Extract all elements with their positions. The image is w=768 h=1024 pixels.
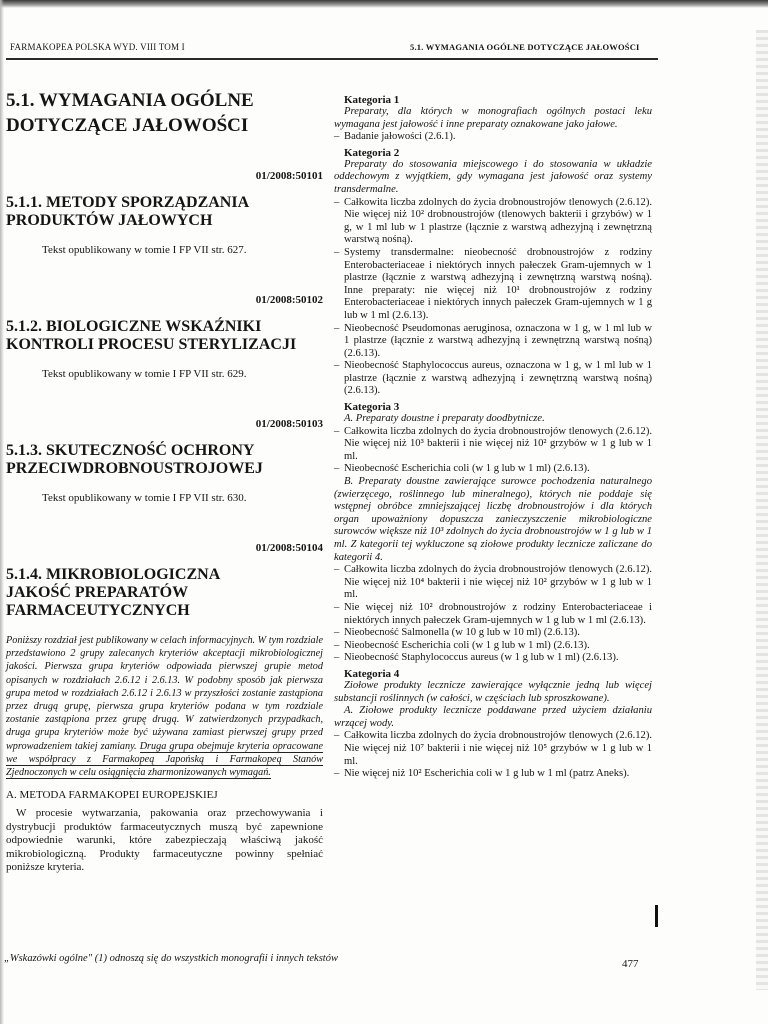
requirement-item: – Nieobecność Escherichia coli (w 1 g lub w 1 ml) (2.6.13). [334,640,652,653]
section-title: 5.1.1. METODY SPORZĄDZANIA PRODUKTÓW JAŁOWYCH [6,194,249,229]
category-subheading: A. Ziołowe produkty lecznicze poddawane przed użyciem działaniu wrzącej wody. [334,705,652,729]
category-label: Kategoria 3 [344,401,400,414]
running-header-right: 5.1. WYMAGANIA OGÓLNE DOTYCZĄCE JAŁOWOŚCI [410,42,640,52]
requirement-item: – Nie więcej niż 10² Escherichia coli w 1 g lub w 1 ml (patrz Aneks). [334,768,652,781]
requirement-item: – Badanie jałowości (2.6.1). [334,131,652,144]
footer-note: „Wskazówki ogólne" (1) odnoszą się do wszystkich monografii i innych tekstów [4,953,338,964]
category-description: Preparaty, dla których w monografiach ogólnych postaci leku wymagana jest jałowość i inne preparaty oznakowane jako jałowe. [334,106,652,130]
section-code: 01/2008:50101 [255,170,323,182]
left-column [6,80,323,875]
scan-edge-right [756,30,768,990]
category-label: Kategoria 2 [344,146,400,159]
right-column [334,94,652,781]
section-intro [6,634,323,779]
requirement-item: – Całkowita liczba zdolnych do życia drobnoustrojów tlenowych (2.6.12). Nie więcej niż 10³ bakterii i nie więcej niż 10² grzybów w 1 g lub w 1 ml. [334,426,652,464]
requirement-item: – Nieobecność Salmonella (w 10 g lub w 10 ml) (2.6.13). [334,627,652,640]
section-title: 5.1.2. BIOLOGICZNE WSKAŹNIKI KONTROLI PROCESU STERYLIZACJI [6,318,297,353]
requirement-item: – Nie więcej niż 10² drobnoustrojów z rodziny Enterobacteriaceae i niektórych innych pałeczek Gram-ujemnych w 1 g lub w 1 ml (2.6.13). [334,602,652,627]
requirement-list [334,131,652,144]
requirement-list [334,564,652,665]
category-description: Ziołowe produkty lecznicze zawierające wyłącznie jedną lub więcej substancji roślinnych (w całości, w częściach lub sproszkowane). [334,679,652,704]
category-subheading: A. Preparaty doustne i preparaty doodbytnicze. [344,413,545,425]
section-code: 01/2008:50104 [255,542,323,554]
section-title: 5.1.3. SKUTECZNOŚĆ OCHRONY PRZECIWDROBNOUSTROJOWEJ [6,442,263,477]
chapter-title: 5.1. WYMAGANIA OGÓLNE DOTYCZĄCE JAŁOWOŚCI [6,90,254,136]
intro-text: Poniższy rozdział jest publikowany w celach informacyjnych. W tym rozdziale przedstawiono 2 grupy zalecanych kryteriów akceptacji mikrobiologicznej jakości. Pierwsza grupa kryteriów odpowiada pierwszej grupie metod opisanych w rozdziałach 2.6.12 i 2.6.13. W podobny sposób jak pierwsza grupa metod w rozdziałach 2.6.12 i 2.6.13 w przyszłości zostanie zastąpiona przez drugą grupę, pierwsza grupa kryteriów podana w tym rozdziale zostanie zastąpiona przez grupę drugą. W zatwierdzonych przypadkach, druga grupa kryteriów może być używana zamiast pierwszej grupy przed wprowadzeniem takiej zamiany. [6,635,323,752]
requirement-list [334,426,652,476]
header-rule [6,58,658,60]
running-header-left: FARMAKOPEA POLSKA WYD. VIII TOM I [10,42,185,52]
section-note: Tekst opublikowany w tomie I FP VII str. 630. [42,492,247,504]
method-text: W procesie wytwarzania, pakowania oraz przechowywania i dystrybucji produktów farmaceutycznych muszą być zapewnione odpowiednie warunki, które zabezpieczają właściwą jakość mikrobiologiczną. Produkty farmaceutyczne powinny spełniać poniższe kryteria. [6,807,323,874]
method-heading: A. METODA FARMAKOPEI EUROPEJSKIEJ [6,789,218,802]
requirement-item: – Całkowita liczba zdolnych do życia drobnoustrojów tlenowych (2.6.12). Nie więcej niż 10⁴ bakterii i nie więcej niż 10² grzybów w 1 g lub w 1 ml. [334,564,652,602]
requirement-item: – Nieobecność Staphylococcus aureus, oznaczona w 1 g, w 1 ml lub w 1 plastrze (łącznie z warstwą adhezyjną i zewnętrzną warstwą nośną) (2.6.13). [334,360,652,398]
margin-bar [655,905,658,927]
page-number: 477 [622,958,639,970]
requirement-list [334,730,652,780]
requirement-item: – Nieobecność Escherichia coli (w 1 g lub w 1 ml) (2.6.13). [334,463,652,476]
category-description: Preparaty do stosowania miejscowego i do stosowania w układzie oddechowym z wyjątkiem, gdy wymagana jest jałowość oraz systemy transdermalne. [334,158,652,195]
section-code: 01/2008:50102 [255,294,323,306]
requirement-item: – Nieobecność Pseudomonas aeruginosa, oznaczona w 1 g, w 1 ml lub w 1 plastrze (łącznie z warstwą adhezyjną i zewnętrzną warstwą nośną) (2.6.13). [334,323,652,361]
section-note: Tekst opublikowany w tomie I FP VII str. 629. [42,368,247,380]
section-title: 5.1.4. MIKROBIOLOGICZNA JAKOŚĆ PREPARATÓW FARMACEUTYCZNYCH [6,566,220,619]
requirement-item: – Całkowita liczba zdolnych do życia drobnoustrojów tlenowych (2.6.12). Nie więcej niż 10⁷ bakterii i nie więcej niż 10⁵ grzybów w 1 g lub w 1 ml. [334,730,652,768]
category-subheading: B. Preparaty doustne zawierające surowce pochodzenia naturalnego (zwierzęcego, roślinnego lub mineralnego), których nie poddaje się wstępnej obróbce zmniejszającej liczbę drobnoustrojów i dla których organ upoważniony dopuszcza zanieczyszczenie mikrobiologiczne surowców większe niż 10³ zdolnych do życia drobnoustrojów w 1 g lub w 1 ml. Z kategorii tej wykluczone są ziołowe produkty lecznicze zaliczane do kategorii 4. [334,476,652,563]
section-code: 01/2008:50103 [255,418,323,430]
requirement-list [334,197,652,399]
section-note: Tekst opublikowany w tomie I FP VII str. 627. [42,244,247,256]
scan-edge-left [0,0,4,1024]
scan-edge-top [0,0,768,8]
intro-underlined-text: Druga grupa obejmuje kryteria opracowane we współpracy z Farmakopeą Japońską i Farmakopeą Stanów Zjednoczonych w celu osiągnięcia zharmonizowanych wymagań. [6,740,323,779]
category-label: Kategoria 4 [344,667,400,680]
category-label: Kategoria 1 [344,94,400,106]
requirement-item: – Całkowita liczba zdolnych do życia drobnoustrojów tlenowych (2.6.12). Nie więcej niż 10² drobnoustrojów (tlenowych bakterii i grzybów) w 1 g, w 1 ml lub w 1 plastrze (łącznie z warstwą adhezyjną i zewnętrzną warstwą nośną). [334,197,652,247]
requirement-item: – Systemy transdermalne: nieobecność drobnoustrojów z rodziny Enterobacteriaceae i niektórych innych pałeczek Gram-ujemnych w 1 plastrze (łącznie z warstwą adhezyjną i zewnętrzną warstwą nośną). Inne preparaty: nie więcej niż 10¹ drobnoustrojów z rodziny Enterobacteriaceae i niektórych innych pałeczek Gram-ujemnych w 1 g lub w 1 ml (2.6.13). [334,247,652,323]
requirement-item: – Nieobecność Staphylococcus aureus (w 1 g lub w 1 ml) (2.6.13). [334,652,652,665]
